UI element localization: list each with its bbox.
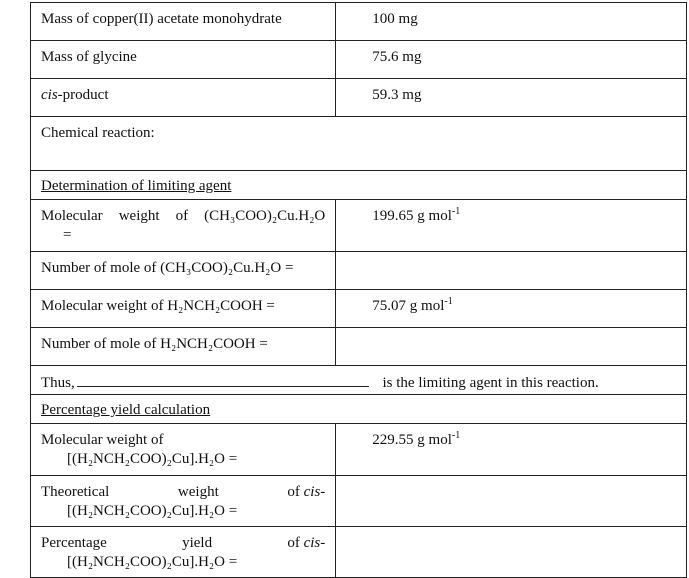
mw-copper-value: 199.65 g mol	[372, 208, 452, 224]
theoretical-word-4: cis-	[303, 484, 326, 500]
theoretical-word-3: of	[287, 484, 300, 500]
label-cis-product	[31, 79, 336, 117]
label-mw-copper	[31, 200, 336, 252]
percentage-word-1: Percentage	[41, 535, 107, 551]
mw-copper-exponent: -1	[451, 206, 461, 217]
theoretical-line-2: [(H₂NCH₂COO)₂Cu].H₂O =	[67, 503, 238, 519]
row-percentage-yield	[31, 527, 687, 578]
row-cis-product	[31, 79, 687, 117]
row-limiting-heading	[31, 171, 687, 200]
mw-copper-equals: =	[63, 227, 72, 243]
heading-limiting-agent: Determination of limiting agent	[41, 178, 232, 194]
mw-copper-word-3: of	[175, 208, 189, 224]
mw-product-value: 229.55 g mol	[372, 432, 452, 448]
row-mw-copper	[31, 200, 687, 252]
mw-product-line-1: Molecular weight of	[41, 432, 164, 448]
thus-label: Thus,	[41, 375, 75, 391]
mw-product-exponent: -1	[451, 430, 461, 441]
row-yield-heading	[31, 395, 687, 424]
row-mw-glycine	[31, 290, 687, 328]
label-mass-copper: Mass of copper(II) acetate monohydrate	[31, 3, 336, 41]
mw-glycine-value: 75.07 g mol	[372, 298, 445, 314]
value-moles-copper	[336, 252, 687, 290]
label-moles-copper: Number of mole of (CH₃COO)₂Cu.H₂O =	[31, 252, 336, 290]
row-chemical-reaction	[31, 117, 687, 171]
cis-italic: cis	[41, 87, 58, 103]
percentage-word-4: cis-	[303, 535, 326, 551]
value-cis-product: 59.3 mg	[336, 79, 687, 117]
row-mass-glycine	[31, 41, 687, 79]
worksheet-table	[30, 2, 687, 578]
label-moles-glycine: Number of mole of H₂NCH₂COOH =	[31, 328, 336, 366]
theoretical-word-1: Theoretical	[41, 484, 110, 500]
value-mw-product	[336, 424, 687, 476]
mw-product-line-2: [(H₂NCH₂COO)₂Cu].H₂O =	[67, 451, 238, 467]
value-moles-glycine	[336, 328, 687, 366]
label-mw-product	[31, 424, 336, 476]
percentage-word-3: of	[287, 535, 300, 551]
cis-product-suffix: -product	[57, 87, 109, 103]
mw-copper-formula: (CH₃COO)₂Cu.H₂O	[204, 208, 326, 224]
label-chemical-reaction: Chemical reaction:	[31, 117, 687, 171]
percentage-word-2: yield	[182, 535, 213, 551]
row-mw-product	[31, 424, 687, 476]
percentage-line-2: [(H₂NCH₂COO)₂Cu].H₂O =	[67, 554, 238, 570]
row-theoretical-weight	[31, 476, 687, 527]
value-mass-copper: 100 mg	[336, 3, 687, 41]
value-percentage-yield	[336, 527, 687, 578]
row-moles-glycine	[31, 328, 687, 366]
row-moles-copper	[31, 252, 687, 290]
mw-glycine-exponent: -1	[444, 296, 453, 307]
thus-statement	[31, 366, 687, 395]
worksheet-table-container	[30, 2, 687, 570]
label-percentage-yield	[31, 527, 336, 578]
value-mw-copper	[336, 200, 687, 252]
mw-copper-word-2: weight	[118, 208, 160, 224]
limiting-agent-blank	[77, 372, 369, 387]
theoretical-word-2: weight	[177, 484, 219, 500]
value-mw-glycine	[336, 290, 687, 328]
value-mass-glycine: 75.6 mg	[336, 41, 687, 79]
row-mass-copper	[31, 3, 687, 41]
row-thus	[31, 366, 687, 395]
label-theoretical-weight	[31, 476, 336, 527]
heading-percentage-yield: Percentage yield calculation	[41, 402, 211, 418]
mw-copper-word-1: Molecular	[41, 208, 103, 224]
value-theoretical-weight	[336, 476, 687, 527]
thus-text: is the limiting agent in this reaction.	[382, 375, 599, 391]
label-mass-glycine: Mass of glycine	[31, 41, 336, 79]
label-mw-glycine: Molecular weight of H₂NCH₂COOH =	[31, 290, 336, 328]
